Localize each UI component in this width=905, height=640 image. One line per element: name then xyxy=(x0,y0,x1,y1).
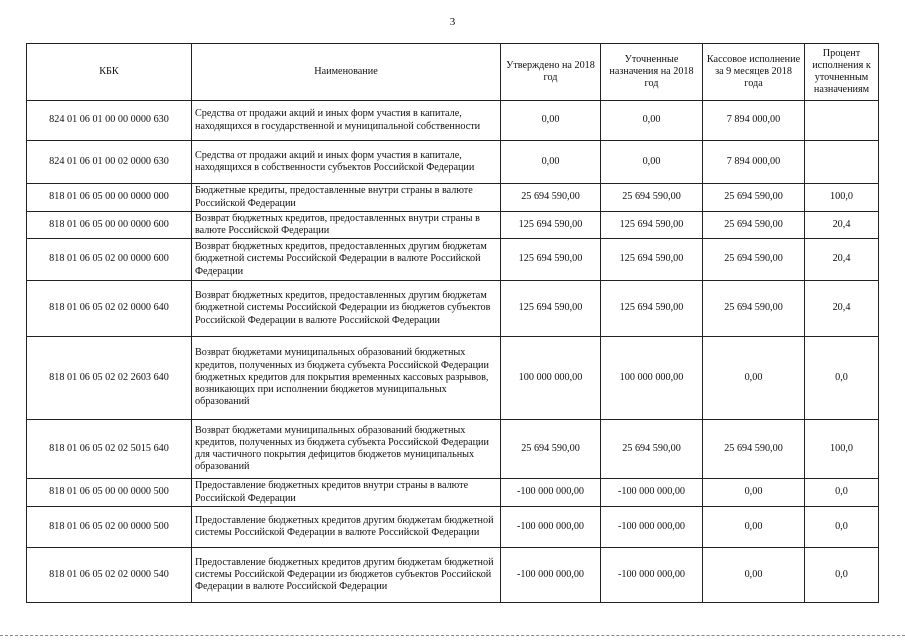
cell-kbk: 818 01 06 05 02 02 0000 540 xyxy=(27,548,192,603)
cell-kbk: 818 01 06 05 02 02 2603 640 xyxy=(27,337,192,420)
cell-revised: 0,00 xyxy=(601,141,703,184)
cell-percent: 0,0 xyxy=(805,548,879,603)
cell-percent xyxy=(805,141,879,184)
table-row xyxy=(27,420,879,479)
table-row xyxy=(27,507,879,548)
cell-approved: 0,00 xyxy=(501,141,601,184)
cell-executed: 7 894 000,00 xyxy=(703,141,805,184)
cell-approved: -100 000 000,00 xyxy=(501,507,601,548)
cell-approved: 125 694 590,00 xyxy=(501,239,601,281)
cell-name: Предоставление бюджетных кредитов другим бюджетам бюджетной системы Российской Федерации в валюте Российской Федерации xyxy=(192,507,501,548)
budget-table xyxy=(26,43,879,603)
cell-percent xyxy=(805,101,879,141)
cell-revised: -100 000 000,00 xyxy=(601,507,703,548)
cell-executed: 25 694 590,00 xyxy=(703,281,805,337)
cell-kbk: 824 01 06 01 00 00 0000 630 xyxy=(27,101,192,141)
cell-approved: 100 000 000,00 xyxy=(501,337,601,420)
cell-approved: 0,00 xyxy=(501,101,601,141)
cell-name: Возврат бюджетных кредитов, предоставленных другим бюджетам бюджетной системы Российской Федерации в валюте Российской Федерации xyxy=(192,239,501,281)
header-executed: Кассовое исполнение за 9 месяцев 2018 года xyxy=(703,44,805,101)
cell-revised: -100 000 000,00 xyxy=(601,548,703,603)
cell-executed: 0,00 xyxy=(703,479,805,507)
cell-revised: 25 694 590,00 xyxy=(601,184,703,212)
cell-percent: 100,0 xyxy=(805,420,879,479)
cell-name: Возврат бюджетных кредитов, предоставленных другим бюджетам бюджетной системы Российской Федерации из бюджетов субъектов Российской Федерации в валюте Российской Федерации xyxy=(192,281,501,337)
cell-percent: 0,0 xyxy=(805,479,879,507)
table-row xyxy=(27,337,879,420)
cell-name: Возврат бюджетами муниципальных образований бюджетных кредитов, полученных из бюджета субъекта Российской Федерации бюджетных кредитов для покрытия временных кассовых разрывов, возникающих при исполнении бюджетов муниципальных образований xyxy=(192,337,501,420)
cell-revised: 125 694 590,00 xyxy=(601,212,703,239)
bottom-rule xyxy=(0,635,905,636)
cell-name: Возврат бюджетных кредитов, предоставленных внутри страны в валюте Российской Федерации xyxy=(192,212,501,239)
cell-revised: -100 000 000,00 xyxy=(601,479,703,507)
table-row xyxy=(27,239,879,281)
cell-approved: -100 000 000,00 xyxy=(501,548,601,603)
cell-executed: 25 694 590,00 xyxy=(703,420,805,479)
cell-revised: 0,00 xyxy=(601,101,703,141)
cell-name: Средства от продажи акций и иных форм участия в капитале, находящихся в государственной и муниципальной собственности xyxy=(192,101,501,141)
cell-percent: 100,0 xyxy=(805,184,879,212)
cell-percent: 20,4 xyxy=(805,281,879,337)
header-kbk: КБК xyxy=(27,44,192,101)
header-percent: Процент исполнения к уточненным назначениям xyxy=(805,44,879,101)
cell-approved: 125 694 590,00 xyxy=(501,212,601,239)
table-row xyxy=(27,479,879,507)
cell-executed: 0,00 xyxy=(703,337,805,420)
cell-executed: 25 694 590,00 xyxy=(703,184,805,212)
cell-percent: 0,0 xyxy=(805,337,879,420)
table-row xyxy=(27,281,879,337)
cell-kbk: 818 01 06 05 02 02 0000 640 xyxy=(27,281,192,337)
cell-revised: 100 000 000,00 xyxy=(601,337,703,420)
cell-kbk: 818 01 06 05 02 00 0000 500 xyxy=(27,507,192,548)
cell-approved: 25 694 590,00 xyxy=(501,184,601,212)
cell-name: Средства от продажи акций и иных форм участия в капитале, находящихся в собственности субъектов Российской Федерации xyxy=(192,141,501,184)
cell-kbk: 818 01 06 05 00 00 0000 600 xyxy=(27,212,192,239)
cell-kbk: 824 01 06 01 00 02 0000 630 xyxy=(27,141,192,184)
page-number: 3 xyxy=(449,16,456,28)
cell-approved: 25 694 590,00 xyxy=(501,420,601,479)
header-revised: Уточненные назначения на 2018 год xyxy=(601,44,703,101)
header-approved: Утверждено на 2018 год xyxy=(501,44,601,101)
cell-name: Предоставление бюджетных кредитов внутри страны в валюте Российской Федерации xyxy=(192,479,501,507)
header-row xyxy=(27,44,879,101)
cell-percent: 0,0 xyxy=(805,507,879,548)
cell-kbk: 818 01 06 05 02 02 5015 640 xyxy=(27,420,192,479)
table-row xyxy=(27,101,879,141)
cell-revised: 125 694 590,00 xyxy=(601,281,703,337)
cell-revised: 125 694 590,00 xyxy=(601,239,703,281)
cell-revised: 25 694 590,00 xyxy=(601,420,703,479)
cell-percent: 20,4 xyxy=(805,212,879,239)
cell-name: Возврат бюджетами муниципальных образований бюджетных кредитов, полученных из бюджета субъекта Российской Федерации для частичного покрытия дефицитов бюджетов муниципальных образований xyxy=(192,420,501,479)
table-row xyxy=(27,141,879,184)
table-row xyxy=(27,184,879,212)
cell-kbk: 818 01 06 05 00 00 0000 000 xyxy=(27,184,192,212)
cell-executed: 0,00 xyxy=(703,548,805,603)
cell-name: Бюджетные кредиты, предоставленные внутри страны в валюте Российской Федерации xyxy=(192,184,501,212)
cell-kbk: 818 01 06 05 02 00 0000 600 xyxy=(27,239,192,281)
cell-executed: 25 694 590,00 xyxy=(703,212,805,239)
cell-percent: 20,4 xyxy=(805,239,879,281)
cell-kbk: 818 01 06 05 00 00 0000 500 xyxy=(27,479,192,507)
cell-executed: 7 894 000,00 xyxy=(703,101,805,141)
cell-executed: 25 694 590,00 xyxy=(703,239,805,281)
table-row xyxy=(27,212,879,239)
table-row xyxy=(27,548,879,603)
cell-executed: 0,00 xyxy=(703,507,805,548)
header-name: Наименование xyxy=(192,44,501,101)
cell-name: Предоставление бюджетных кредитов другим бюджетам бюджетной системы Российской Федерации из бюджетов субъектов Российской Федерации в валюте Российской Федерации xyxy=(192,548,501,603)
cell-approved: 125 694 590,00 xyxy=(501,281,601,337)
cell-approved: -100 000 000,00 xyxy=(501,479,601,507)
